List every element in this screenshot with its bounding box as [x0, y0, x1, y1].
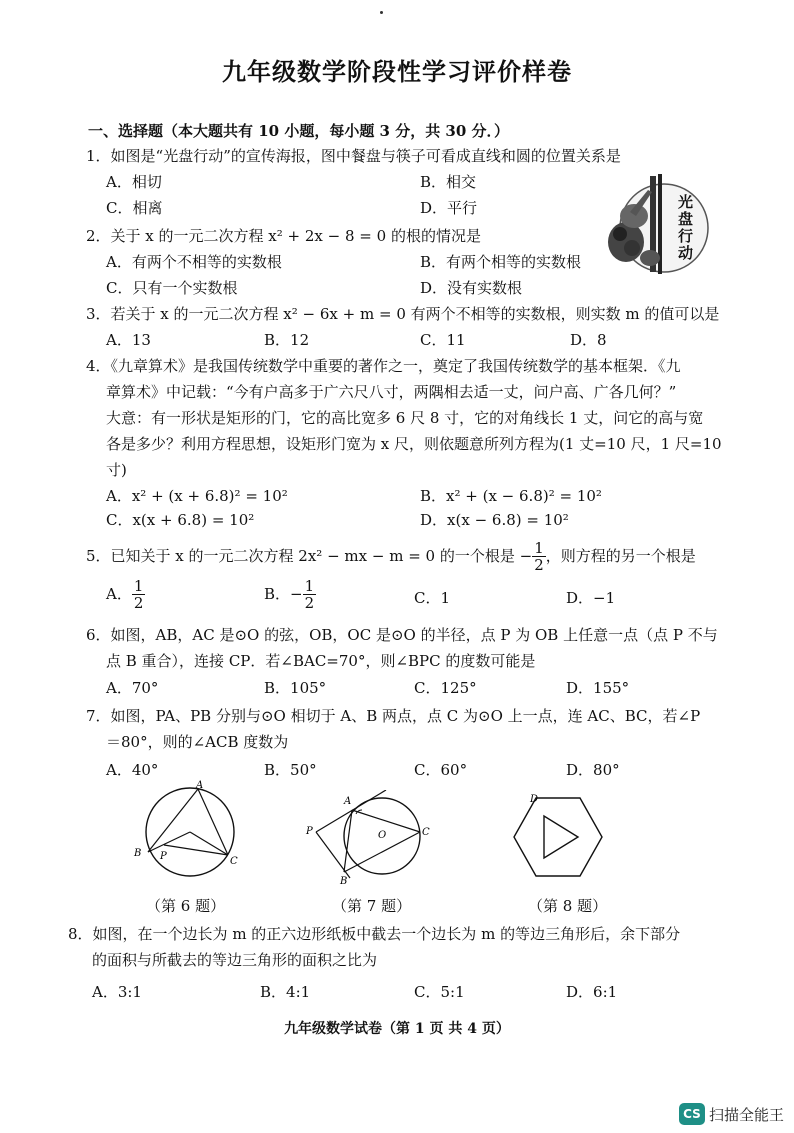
q5-option-b — [264, 578, 316, 610]
figure-8 — [508, 792, 608, 882]
q5-frac-num: 1 — [534, 538, 544, 557]
q1-option-a: A．相切 — [106, 173, 162, 191]
q2-option-b: B．有两个相等的实数根 — [420, 253, 582, 271]
q6-line-2: 点 B 重合），连接 CP．若∠BAC=70°，则∠BPC 的度数可能是 — [106, 652, 536, 670]
q2-option-a: A．有两个不相等的实数根 — [106, 253, 282, 271]
caption-fig7: （第 7 题） — [332, 897, 412, 915]
f6-label-B: B — [134, 848, 142, 859]
q7-line-1: 7．如图，PA、PB 分别与⊙O 相切于 A、B 两点，点 C 为⊙O 上一点，连 AC、BC，若∠P — [86, 707, 701, 725]
scan-dot — [380, 11, 383, 14]
q5-option-a-label: A． — [106, 585, 132, 603]
q7-line-2: ＝80°，则的∠ACB 度数为 — [106, 733, 289, 751]
poster-slogan: 光盘行动 — [678, 193, 694, 262]
q7-option-a: A．40° — [106, 761, 159, 779]
q2-option-c: C．只有一个实数根 — [106, 279, 238, 297]
scanner-watermark — [679, 1103, 784, 1125]
q3-option-c: C．11 — [420, 331, 466, 349]
q3-option-d: D．8 — [570, 331, 607, 349]
q5-b-den: 2 — [304, 593, 315, 612]
caption-fig6: （第 6 题） — [146, 897, 226, 915]
q4-line-1: 4．《九章算术》是我国传统数学中重要的著作之一，奠定了我国传统数学的基本框架．《九 — [86, 357, 681, 375]
q3-option-a: A．13 — [106, 331, 151, 349]
q1-option-b: B．相交 — [420, 173, 477, 191]
q5-option-b-label: B．− — [264, 585, 303, 603]
page-title: 九年级数学阶段性学习评价样卷 — [222, 58, 572, 86]
figure-7 — [304, 790, 434, 886]
f8-label-D: D — [530, 794, 539, 805]
q5-option-a-fraction — [132, 578, 146, 611]
q7-option-c: C．60° — [414, 761, 468, 779]
q5-frac-den: 2 — [534, 555, 544, 574]
section-heading: 一、选择题（本大题共有 10 小题，每小题 3 分，共 30 分．） — [88, 122, 510, 140]
q6-line-1: 6．如图，AB，AC 是⊙O 的弦，OB，OC 是⊙O 的半径，点 P 为 OB 上任意一点（点 P 不与 — [86, 626, 718, 644]
f7-label-B: B — [340, 876, 348, 886]
f6-label-P: P — [160, 851, 167, 862]
q4-option-d: D．x(x − 6.8) = 10² — [420, 511, 569, 529]
q4-line-4: 各是多少？利用方程思想，设矩形门宽为 x 尺，则依题意所列方程为(1 丈=10 尺，1 尺=10 — [106, 435, 722, 453]
f6-label-C: C — [230, 856, 238, 867]
q1-stem: 1．如图是“光盘行动”的宣传海报，图中餐盘与筷子可看成直线和圆的位置关系是 — [86, 147, 621, 165]
q2-option-d: D．没有实数根 — [420, 279, 523, 297]
q8-line-2: 的面积与所截去的等边三角形的面积之比为 — [92, 951, 378, 969]
camscanner-logo-icon: CS — [679, 1103, 705, 1125]
q2-stem: 2．关于 x 的一元二次方程 x² + 2x − 8 = 0 的根的情况是 — [86, 227, 481, 245]
q4-line-2: 章算术》中记载：“今有户高多于广六尺八寸，两隅相去适一丈，问户高、广各几何？” — [106, 383, 677, 401]
q6-option-d: D．155° — [566, 679, 630, 697]
q5-option-d: D．−1 — [566, 589, 616, 607]
q1-option-c: C．相离 — [106, 199, 163, 217]
q8-option-a: A．3:1 — [92, 983, 142, 1001]
q4-line-3: 大意：有一形状是矩形的门，它的高比宽多 6 尺 8 寸，它的对角线长 1 丈，问它的高与宽 — [106, 409, 704, 427]
q6-option-b: B．105° — [264, 679, 327, 697]
f6-label-A: A — [196, 780, 204, 791]
q5-stem-pre: 5．已知关于 x 的一元二次方程 2x² − mx − m = 0 的一个根是 − — [86, 547, 533, 565]
f8-hexagon — [514, 798, 602, 876]
q8-option-b: B．4:1 — [260, 983, 311, 1001]
q5-stem-fraction — [532, 540, 546, 573]
q7-option-b: B．50° — [264, 761, 317, 779]
f8-triangle — [544, 816, 578, 858]
q5-a-den: 2 — [133, 593, 144, 612]
q8-option-c: C．5:1 — [414, 983, 465, 1001]
f7-label-C: C — [422, 827, 430, 838]
q5-stem — [86, 540, 696, 572]
q7-option-d: D．80° — [566, 761, 620, 779]
q4-option-c: C．x(x + 6.8) = 10² — [106, 511, 255, 529]
q1-option-d: D．平行 — [420, 199, 478, 217]
q5-stem-post: ，则方程的另一个根是 — [545, 547, 696, 565]
q5-a-num: 1 — [133, 576, 144, 595]
q6-option-a: A．70° — [106, 679, 159, 697]
scanner-text: 扫描全能王 — [708, 1105, 784, 1124]
f7-label-P: P — [306, 826, 313, 837]
q8-line-1: 8．如图，在一个边长为 m 的正六边形纸板中截去一个边长为 m 的等边三角形后，余下部分 — [68, 925, 681, 943]
q5-b-num: 1 — [304, 576, 315, 595]
caption-fig8: （第 8 题） — [528, 897, 608, 915]
q6-option-c: C．125° — [414, 679, 477, 697]
q4-line-5: 寸) — [106, 461, 127, 479]
q5-option-b-fraction — [303, 578, 317, 611]
figure-6 — [126, 780, 256, 880]
q5-option-a — [106, 578, 145, 610]
q4-option-a: A．x² + (x + 6.8)² = 10² — [106, 487, 288, 505]
q3-stem: 3．若关于 x 的一元二次方程 x² − 6x + m = 0 有两个不相等的实数根，则实数 m 的值可以是 — [86, 305, 720, 323]
q8-option-d: D．6:1 — [566, 983, 618, 1001]
f7-label-O: O — [378, 830, 387, 841]
q5-option-c: C．1 — [414, 589, 451, 607]
page-footer: 九年级数学试卷（第 1 页 共 4 页） — [284, 1021, 510, 1037]
f7-label-A: A — [344, 796, 352, 807]
q4-option-b: B．x² + (x − 6.8)² = 10² — [420, 487, 602, 505]
q3-option-b: B．12 — [264, 331, 310, 349]
poster-image — [600, 172, 712, 280]
